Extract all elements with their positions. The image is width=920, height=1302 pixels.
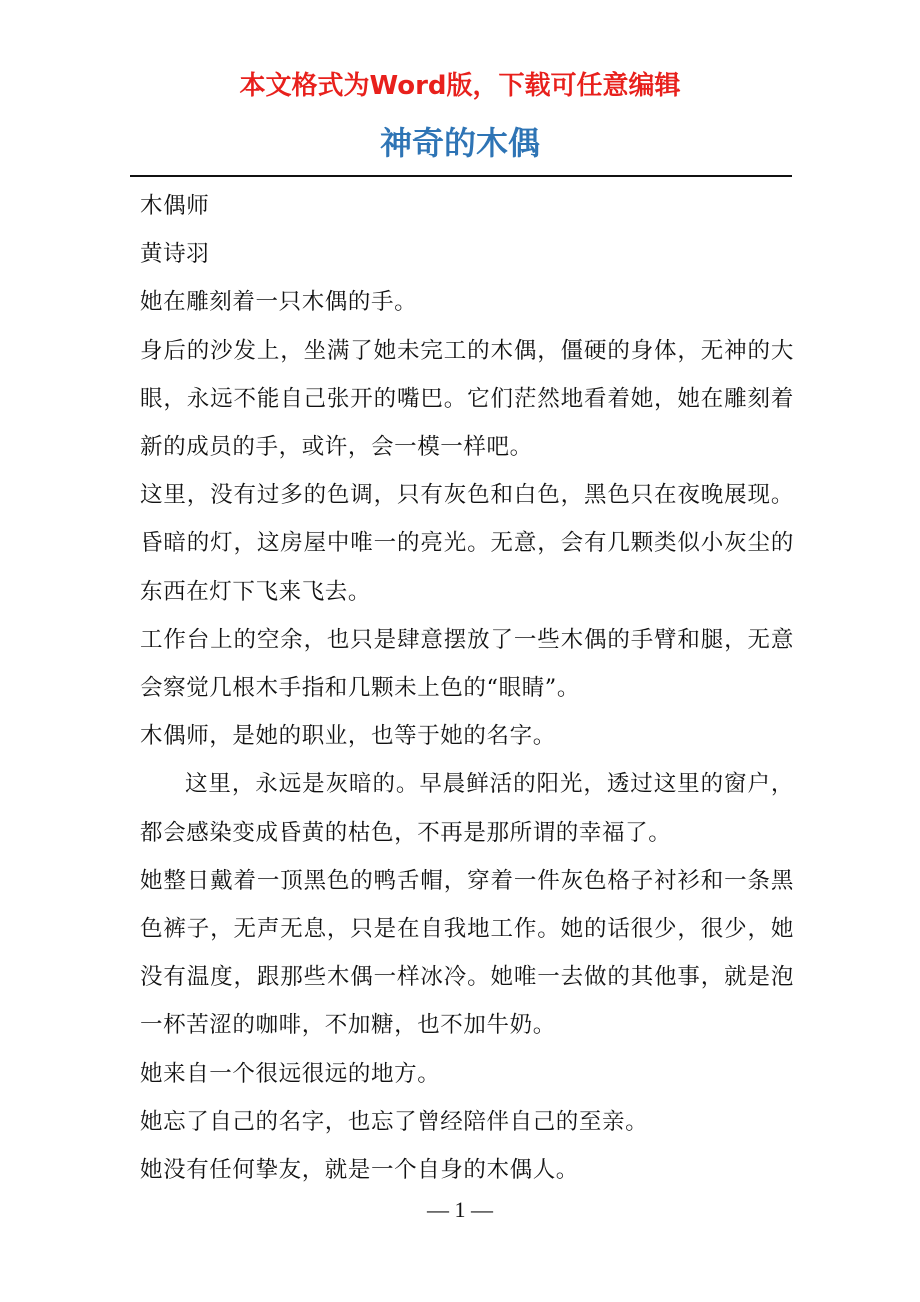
paragraph: 她没有任何挚友，就是一个自身的木偶人。 [140,1157,579,1184]
document-body [140,182,794,1194]
format-notice-banner: 本文格式为Word版，下载可任意编辑 [239,71,681,101]
paragraph: 木偶师，是她的职业，也等于她的名字。 [140,723,556,750]
paragraph: 工作台上的空余，也只是肆意摆放了一些木偶的手臂和腿，无意会察觉几根木手指和几颗未上色的“眼睛”。 [140,626,794,702]
paragraph-author: 黄诗羽 [140,241,210,268]
paragraph: 她来自一个很远很远的地方。 [140,1060,441,1087]
title-divider [130,175,792,177]
paragraph: 她在雕刻着一只木偶的手。 [140,289,418,316]
paragraph: 身后的沙发上，坐满了她未完工的木偶，僵硬的身体，无神的大眼，永远不能自己张开的嘴巴。它们茫然地看着她，她在雕刻着新的成员的手，或许，会一模一样吧。 [140,337,794,461]
paragraph: 这里，永远是灰暗的。早晨鲜活的阳光，透过这里的窗户，都会感染变成昏黄的枯色，不再是那所谓的幸福了。 [140,771,794,846]
paragraph: 她整日戴着一顶黑色的鸭舌帽，穿着一件灰色格子衬衫和一条黑色裤子，无声无息，只是在自我地工作。她的话很少，很少，她没有温度，跟那些木偶一样冰冷。她唯一去做的其他事，就是泡一杯苦涩的咖啡，不加糖，也不加牛奶。 [140,867,794,1039]
paragraph: 这里，没有过多的色调，只有灰色和白色，黑色只在夜晚展现。昏暗的灯，这房屋中唯一的亮光。无意，会有几颗类似小灰尘的东西在灯下飞来飞去。 [140,482,794,605]
page-number: — 1 — [427,1197,493,1222]
paragraph-section-heading: 木偶师 [140,193,210,219]
paragraph: 她忘了自己的名字，也忘了曾经陪伴自己的至亲。 [140,1108,649,1135]
document-title: 神奇的木偶 [379,124,540,162]
